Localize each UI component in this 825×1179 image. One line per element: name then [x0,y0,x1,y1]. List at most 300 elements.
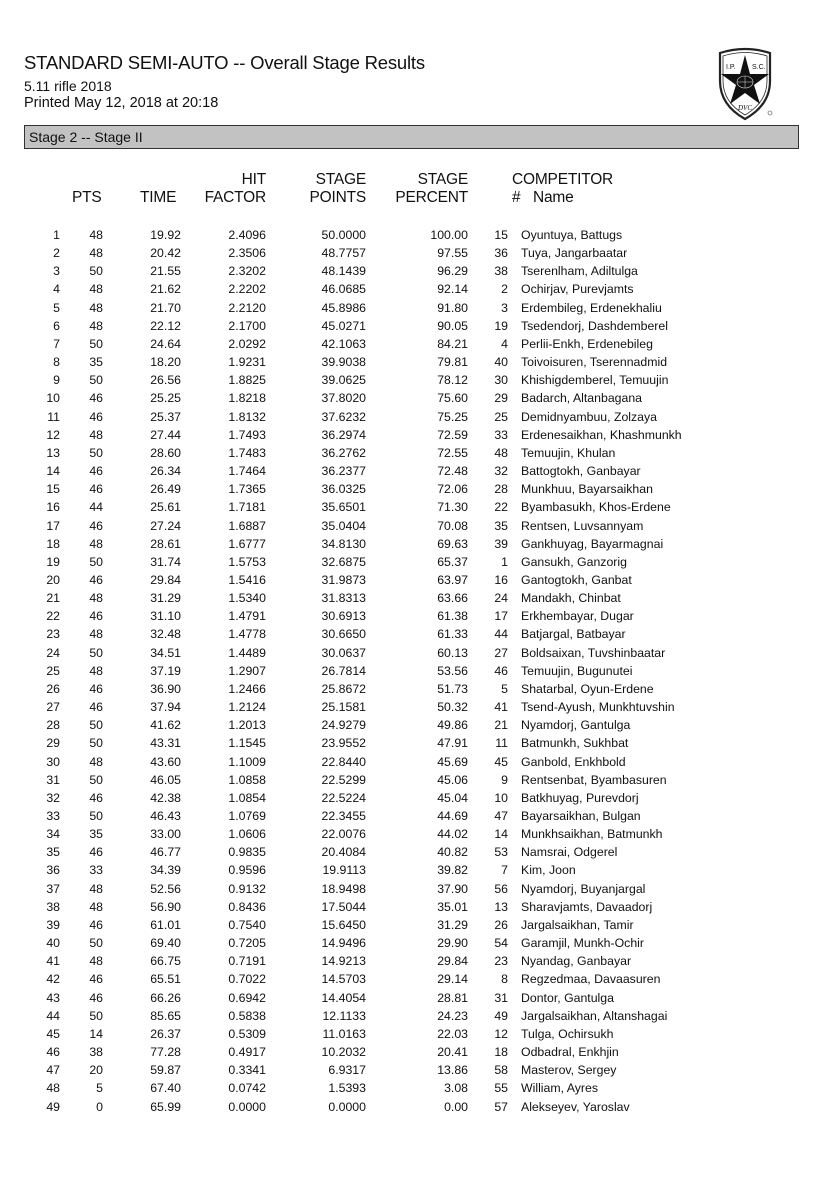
time-cell: 34.51 [150,645,181,660]
place-cell: 47 [46,1063,60,1078]
time-cell: 29.84 [150,572,181,587]
points-hit-cell: 48 [89,954,103,969]
time-cell: 33.00 [150,827,181,842]
table-row [0,262,682,280]
hit-factor-cell: 1.1009 [228,754,266,769]
time-cell: 41.62 [150,718,181,733]
points-hit-cell: 50 [89,554,103,569]
stage-percent-cell: 70.08 [437,518,468,533]
place-cell: 3 [53,264,60,279]
time-cell: 28.60 [150,445,181,460]
table-row [0,244,682,262]
stage-points-cell: 22.3455 [321,809,366,823]
hit-factor-cell: 2.2120 [228,300,266,315]
place-cell: 7 [53,336,60,351]
stage-percent-cell: 75.25 [437,409,468,424]
competitor-number-cell: 2 [501,282,508,297]
hit-factor-cell: 1.6777 [228,536,266,551]
competitor-name-cell: Batjargal, Batbayar [521,627,626,642]
hit-factor-cell: 1.5340 [228,591,266,606]
competitor-number-cell: 10 [494,790,508,805]
stage-points-cell: 30.6650 [321,627,366,642]
place-cell: 25 [46,663,60,678]
hit-factor-cell: 1.7464 [228,464,266,479]
place-cell: 27 [46,700,60,715]
competitor-number-cell: 53 [494,845,508,860]
hit-factor-cell: 2.4096 [228,228,266,242]
svg-text:S.C.: S.C. [752,64,766,71]
time-cell: 31.74 [150,554,181,569]
time-cell: 59.87 [150,1063,181,1078]
table-row [0,426,682,444]
table-row [0,480,682,498]
time-cell: 43.60 [150,754,181,769]
hit-factor-cell: 1.8825 [228,373,266,388]
competitor-number-cell: 47 [494,809,508,823]
hit-factor-cell: 2.0292 [228,336,266,351]
hit-factor-cell: 1.0769 [228,809,266,823]
points-hit-cell: 46 [89,790,103,805]
competitor-number-cell: 57 [494,1099,508,1114]
competitor-name-cell: Byambasukh, Khos-Erdene [521,500,671,515]
stage-percent-cell: 72.06 [437,482,468,497]
competitor-number-cell: 18 [494,1045,508,1060]
svg-text:DVC: DVC [738,104,752,112]
stage-points-cell: 22.5299 [321,772,366,787]
hit-factor-cell: 0.0742 [228,1081,266,1096]
hit-factor-cell: 0.5838 [228,1008,266,1023]
stage-points-cell: 22.0076 [321,827,366,842]
hit-factor-cell: 1.2013 [228,718,266,733]
stage-percent-cell: 63.97 [437,572,468,587]
stage-percent-cell: 50.32 [437,700,468,715]
points-hit-cell: 5 [96,1081,103,1096]
time-cell: 31.29 [150,591,181,606]
competitor-name-cell: Sharavjamts, Davaadorj [521,899,653,914]
hit-factor-cell: 2.3506 [228,246,266,261]
hit-factor-cell: 0.7191 [228,954,266,969]
competitor-name-cell: Regzedmaa, Davaasuren [521,972,661,987]
time-cell: 21.55 [150,264,181,279]
competitor-name-cell: Ochirjav, Purevjamts [521,282,634,297]
competitor-number-cell: 24 [494,591,508,606]
competitor-name-cell: Shatarbal, Oyun-Erdene [521,681,654,696]
hit-factor-cell: 1.7181 [228,500,266,515]
competitor-number-cell: 54 [494,936,508,951]
competitor-name-cell: Munkhuu, Bayarsaikhan [521,482,653,497]
points-hit-cell: 50 [89,373,103,388]
place-cell: 41 [46,954,60,969]
place-cell: 10 [46,391,60,406]
table-row [0,698,682,716]
competitor-number-cell: 38 [494,264,508,279]
stage-points-cell: 0.0000 [328,1099,366,1114]
competitor-name-cell: Tuya, Jangarbaatar [521,246,628,261]
place-cell: 6 [53,318,60,333]
time-cell: 46.77 [150,845,181,860]
competitor-name-cell: Erdenesaikhan, Khashmunkh [521,427,682,442]
col-header-factor: FACTOR [204,189,266,206]
competitor-number-cell: 5 [501,681,508,696]
competitor-name-cell: Garamjil, Munkh-Ochir [521,936,644,951]
points-hit-cell: 48 [89,300,103,315]
stage-percent-cell: 69.63 [437,536,468,551]
points-hit-cell: 48 [89,899,103,914]
stage-points-cell: 10.2032 [321,1045,366,1060]
points-hit-cell: 46 [89,845,103,860]
stage-points-cell: 39.9038 [321,355,366,370]
col-header-name: Name [533,189,574,206]
competitor-name-cell: Temuujin, Khulan [521,445,616,460]
stage-points-cell: 11.0163 [322,1026,366,1041]
time-cell: 34.39 [150,863,181,878]
time-cell: 46.43 [150,809,181,823]
table-row [0,280,682,298]
stage-points-cell: 31.9873 [321,572,366,587]
competitor-number-cell: 7 [501,863,508,878]
place-cell: 43 [46,990,60,1005]
table-row [0,1098,682,1116]
hit-factor-cell: 1.5753 [228,554,266,569]
place-cell: 35 [46,845,60,860]
points-hit-cell: 35 [89,827,103,842]
competitor-name-cell: Kim, Joon [521,863,576,878]
stage-points-cell: 15.6450 [321,917,366,932]
table-row [0,662,682,680]
table-row [0,1043,682,1061]
competitor-number-cell: 3 [501,300,508,315]
stage-points-cell: 31.8313 [321,591,366,606]
place-cell: 48 [46,1081,60,1096]
stage-percent-cell: 29.84 [437,954,468,969]
place-cell: 21 [46,591,60,606]
competitor-number-cell: 55 [494,1081,508,1096]
stage-points-cell: 14.4054 [321,990,366,1005]
competitor-number-cell: 12 [494,1026,508,1041]
hit-factor-cell: 1.4778 [228,627,266,642]
stage-points-cell: 14.9213 [321,954,366,969]
place-cell: 18 [46,536,60,551]
place-cell: 11 [47,409,60,424]
points-hit-cell: 46 [89,482,103,497]
hit-factor-cell: 1.1545 [228,736,266,751]
stage-points-cell: 14.9496 [321,936,366,951]
stage-points-cell: 35.6501 [321,500,366,515]
table-row [0,607,682,625]
place-cell: 31 [46,772,60,787]
stage-percent-cell: 29.90 [437,936,468,951]
place-cell: 16 [46,500,60,515]
stage-points-cell: 50.0000 [321,228,366,242]
table-row [0,807,682,825]
hit-factor-cell: 1.4489 [228,645,266,660]
place-cell: 23 [46,627,60,642]
competitor-number-cell: 26 [494,917,508,932]
competitor-name-cell: Battogtokh, Ganbayar [521,464,641,479]
points-hit-cell: 33 [89,863,103,878]
points-hit-cell: 14 [89,1026,103,1041]
time-cell: 65.99 [150,1099,181,1114]
table-row [0,825,682,843]
table-row [0,299,682,317]
stage-points-cell: 36.2762 [321,445,366,460]
stage-percent-cell: 72.48 [437,464,468,479]
stage-points-cell: 12.1133 [322,1008,366,1023]
table-row [0,916,682,934]
stage-percent-cell: 72.59 [437,427,468,442]
time-cell: 66.75 [150,954,181,969]
competitor-name-cell: William, Ayres [521,1081,598,1096]
stage-points-cell: 36.2974 [321,427,366,442]
points-hit-cell: 38 [89,1045,103,1060]
competitor-number-cell: 16 [494,572,508,587]
table-row [0,226,682,244]
table-row [0,843,682,861]
points-hit-cell: 50 [89,1008,103,1023]
stage-points-cell: 45.0271 [321,318,366,333]
competitor-number-cell: 29 [494,391,508,406]
stage-percent-cell: 44.02 [437,827,468,842]
time-cell: 66.26 [150,990,181,1005]
points-hit-cell: 46 [89,609,103,624]
time-cell: 26.56 [150,373,181,388]
competitor-number-cell: 41 [494,700,508,715]
time-cell: 85.65 [150,1008,181,1023]
col-header-stage-percent-1: STAGE [417,171,468,188]
competitor-number-cell: 56 [494,881,508,896]
stage-percent-cell: 37.90 [437,881,468,896]
hit-factor-cell: 1.7483 [228,445,266,460]
place-cell: 15 [46,482,60,497]
points-hit-cell: 48 [89,591,103,606]
table-row [0,371,682,389]
competitor-name-cell: Toivoisuren, Tserennadmid [521,355,668,370]
hit-factor-cell: 1.9231 [228,355,266,370]
table-row [0,898,682,916]
table-row [0,498,682,516]
stage-points-cell: 37.8020 [321,391,366,406]
table-row [0,753,682,771]
competitor-name-cell: Badarch, Altanbagana [521,391,643,406]
stage-points-cell: 1.5393 [328,1081,366,1096]
place-cell: 4 [53,282,60,297]
place-cell: 34 [46,827,60,842]
place-cell: 30 [46,754,60,769]
hit-factor-cell: 1.0606 [228,827,266,842]
stage-percent-cell: 84.21 [437,336,468,351]
hit-factor-cell: 0.9596 [228,863,266,878]
time-cell: 26.37 [150,1026,181,1041]
stage-percent-cell: 24.23 [437,1008,468,1023]
hit-factor-cell: 1.2466 [228,681,266,696]
competitor-name-cell: Mandakh, Chinbat [521,591,621,606]
place-cell: 29 [46,736,60,751]
time-cell: 22.12 [150,318,181,333]
competitor-number-cell: 30 [494,373,508,388]
time-cell: 27.24 [150,518,181,533]
stage-points-cell: 48.1439 [321,264,366,279]
table-row [0,389,682,407]
time-cell: 77.28 [150,1045,181,1060]
competitor-name-cell: Alekseyev, Yaroslav [521,1099,630,1114]
competitor-name-cell: Khishigdemberel, Temuujin [521,373,669,388]
time-cell: 20.42 [150,246,181,261]
competitor-name-cell: Erkhembayar, Dugar [521,609,634,624]
col-header-time: TIME [140,189,177,206]
stage-percent-cell: 49.86 [437,718,468,733]
competitor-name-cell: Dontor, Gantulga [521,990,614,1005]
hit-factor-cell: 2.2202 [228,282,266,297]
table-row [0,970,682,988]
competitor-name-cell: Namsrai, Odgerel [521,845,618,860]
stage-percent-cell: 72.55 [437,445,468,460]
place-cell: 37 [46,881,60,896]
table-row [0,644,682,662]
place-cell: 32 [46,790,60,805]
col-header-competitor: COMPETITOR [512,171,614,188]
points-hit-cell: 48 [89,754,103,769]
hit-factor-cell: 0.7205 [228,936,266,951]
stage-points-cell: 26.7814 [321,663,366,678]
stage-percent-cell: 100.00 [430,228,468,242]
stage-percent-cell: 91.80 [437,300,468,315]
stage-percent-cell: 31.29 [437,917,468,932]
competitor-number-cell: 11 [495,736,508,751]
stage-percent-cell: 63.66 [437,591,468,606]
time-cell: 21.70 [150,300,181,315]
svg-text:I.P.: I.P. [726,64,736,71]
place-cell: 13 [46,445,60,460]
table-row [0,571,682,589]
competitor-name-cell: Tsedendorj, Dashdemberel [521,318,668,333]
stage-percent-cell: 53.56 [437,663,468,678]
points-hit-cell: 50 [89,264,103,279]
stage-header-bar [24,125,799,149]
points-hit-cell: 48 [89,228,103,242]
hit-factor-cell: 1.2124 [228,700,266,715]
time-cell: 21.62 [150,282,181,297]
competitor-name-cell: Temuujin, Bugunutei [521,663,633,678]
points-hit-cell: 46 [89,518,103,533]
time-cell: 25.25 [150,391,181,406]
competitor-name-cell: Erdembileg, Erdenekhaliu [521,300,662,315]
table-row [0,317,682,335]
competitor-name-cell: Nyamdorj, Buyanjargal [521,881,646,896]
time-cell: 36.90 [150,681,181,696]
competitor-name-cell: Boldsaixan, Tuvshinbaatar [521,645,666,660]
competitor-number-cell: 48 [494,445,508,460]
points-hit-cell: 46 [89,409,103,424]
competitor-number-cell: 35 [494,518,508,533]
hit-factor-cell: 2.3202 [228,264,266,279]
competitor-number-cell: 49 [494,1008,508,1023]
place-cell: 28 [46,718,60,733]
col-header-hit: HIT [241,171,266,188]
competitor-number-cell: 33 [494,427,508,442]
hit-factor-cell: 1.0854 [228,790,266,805]
time-cell: 42.38 [150,790,181,805]
competitor-number-cell: 58 [494,1063,508,1078]
points-hit-cell: 46 [89,917,103,932]
points-hit-cell: 48 [89,318,103,333]
hit-factor-cell: 2.1700 [228,318,266,333]
place-cell: 8 [53,355,60,370]
stage-points-cell: 24.9279 [321,718,366,733]
time-cell: 26.49 [150,482,181,497]
points-hit-cell: 46 [89,700,103,715]
table-row [0,553,682,571]
stage-points-cell: 23.9552 [321,736,366,751]
stage-percent-cell: 40.82 [437,845,468,860]
competitor-name-cell: Masterov, Sergey [521,1063,617,1078]
place-cell: 46 [46,1045,60,1060]
competitor-name-cell: Perlii-Enkh, Erdenebileg [521,336,653,351]
stage-percent-cell: 51.73 [437,681,468,696]
time-cell: 32.48 [150,627,181,642]
points-hit-cell: 20 [89,1063,103,1078]
competitor-number-cell: 8 [501,972,508,987]
stage-percent-cell: 97.55 [437,246,468,261]
place-cell: 40 [46,936,60,951]
competitor-name-cell: Jargalsaikhan, Tamir [521,917,634,932]
competitor-name-cell: Gantogtokh, Ganbat [521,572,632,587]
stage-percent-cell: 60.13 [437,645,468,660]
time-cell: 18.20 [150,355,181,370]
time-cell: 24.64 [150,336,181,351]
table-row [0,716,682,734]
points-hit-cell: 50 [89,736,103,751]
competitor-name-cell: Demidnyambuu, Zolzaya [521,409,658,424]
stage-label: Stage 2 -- Stage II [29,129,143,145]
time-cell: 43.31 [150,736,181,751]
stage-points-cell: 22.5224 [321,790,366,805]
competitor-name-cell: Munkhsaikhan, Batmunkh [521,827,663,842]
hit-factor-cell: 0.9835 [228,845,266,860]
table-row [0,989,682,1007]
hit-factor-cell: 1.6887 [228,518,266,533]
time-cell: 25.61 [150,500,181,515]
stage-points-cell: 30.0637 [321,645,366,660]
table-row [0,444,682,462]
table-row [0,1061,682,1079]
points-hit-cell: 48 [89,427,103,442]
table-row [0,680,682,698]
stage-percent-cell: 79.81 [437,355,468,370]
points-hit-cell: 46 [89,990,103,1005]
competitor-number-cell: 28 [494,482,508,497]
stage-points-cell: 25.8672 [321,681,366,696]
table-row [0,952,682,970]
hit-factor-cell: 1.8218 [228,391,266,406]
hit-factor-cell: 0.7540 [228,917,266,932]
competitor-number-cell: 36 [494,246,508,261]
stage-percent-cell: 75.60 [437,391,468,406]
points-hit-cell: 46 [89,972,103,987]
hit-factor-cell: 0.7022 [228,972,266,987]
stage-percent-cell: 45.69 [437,754,468,769]
stage-percent-cell: 35.01 [437,899,468,914]
competitor-number-cell: 9 [501,772,508,787]
stage-percent-cell: 90.05 [437,318,468,333]
results-body [0,226,682,1116]
place-cell: 5 [53,300,60,315]
stage-percent-cell: 28.81 [437,990,468,1005]
stage-points-cell: 18.9498 [321,881,366,896]
competitor-number-cell: 46 [494,663,508,678]
competitor-number-cell: 15 [494,228,508,242]
stage-percent-cell: 61.33 [437,627,468,642]
stage-percent-cell: 45.04 [437,790,468,805]
